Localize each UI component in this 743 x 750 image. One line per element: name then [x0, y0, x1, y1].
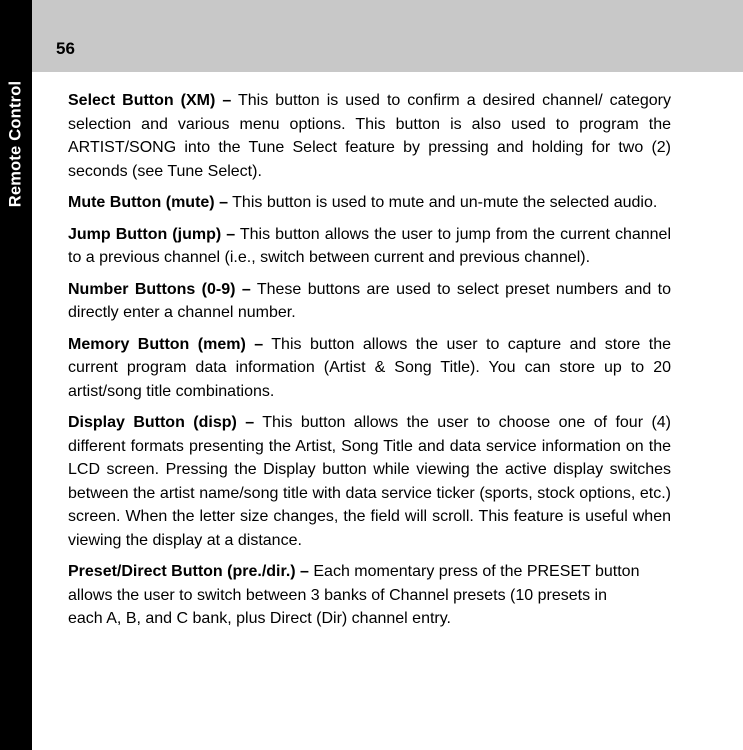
section-text: This button allows the user to jump from the current channel to a previous channel (i.e., switch between current and previous channel).	[68, 225, 671, 266]
section-select-button	[68, 89, 671, 183]
header-band	[32, 0, 743, 72]
side-tab	[0, 0, 32, 750]
section-text: This button is used to mute and un-mute the selected audio.	[227, 194, 658, 211]
section-text: These buttons are used to select preset numbers and to directly enter a channel number.	[68, 280, 671, 321]
section-number-buttons	[68, 278, 671, 325]
section-term: Preset/Direct Button (pre./dir.) –	[68, 563, 309, 580]
section-jump-button	[68, 223, 671, 270]
section-memory-button	[68, 333, 671, 404]
section-text: This button allows the user to capture and store the current program data information (Artist & Song Title). You can store up to 20 artist/song title combinations.	[68, 335, 672, 400]
section-text: This button allows the user to choose one of four (4) different formats presenting the Artist, Song Title and data service information on the LCD screen. Pressing the Display button while viewing the active display switches between the artist name/song title with data service ticker (sports, stock options, etc.) screen. When the letter size changes, the field will scroll. This feature is useful when viewing the display at a distance.	[68, 414, 671, 549]
section-term: Number Buttons (0-9) –	[68, 280, 251, 298]
section-term: Jump Button (jump) –	[68, 225, 236, 243]
section-term: Mute Button (mute) –	[68, 194, 228, 211]
side-tab-label: Remote Control	[6, 80, 25, 208]
content	[68, 89, 671, 639]
section-term: Memory Button (mem) –	[68, 335, 264, 353]
section-text: This button is used to confirm a desired channel/ category selection and various menu options. This button is also used to program the ARTIST/SONG into the Tune Select feature by pressing and holding for two (2) seconds (see Tune Select).	[68, 92, 672, 180]
page-number: 56	[56, 39, 75, 58]
section-display-button	[68, 411, 671, 552]
section-mute-button	[68, 191, 671, 215]
section-term: Select Button (XM) –	[68, 92, 232, 109]
section-term: Display Button (disp) –	[68, 414, 255, 431]
section-text: Each momentary press of the PRESET button allows the user to switch between 3 banks of Channel presets (10 presets in each A, B, and C bank, plus Direct (Dir) channel entry.	[68, 563, 640, 627]
section-preset-direct-button	[68, 560, 643, 631]
